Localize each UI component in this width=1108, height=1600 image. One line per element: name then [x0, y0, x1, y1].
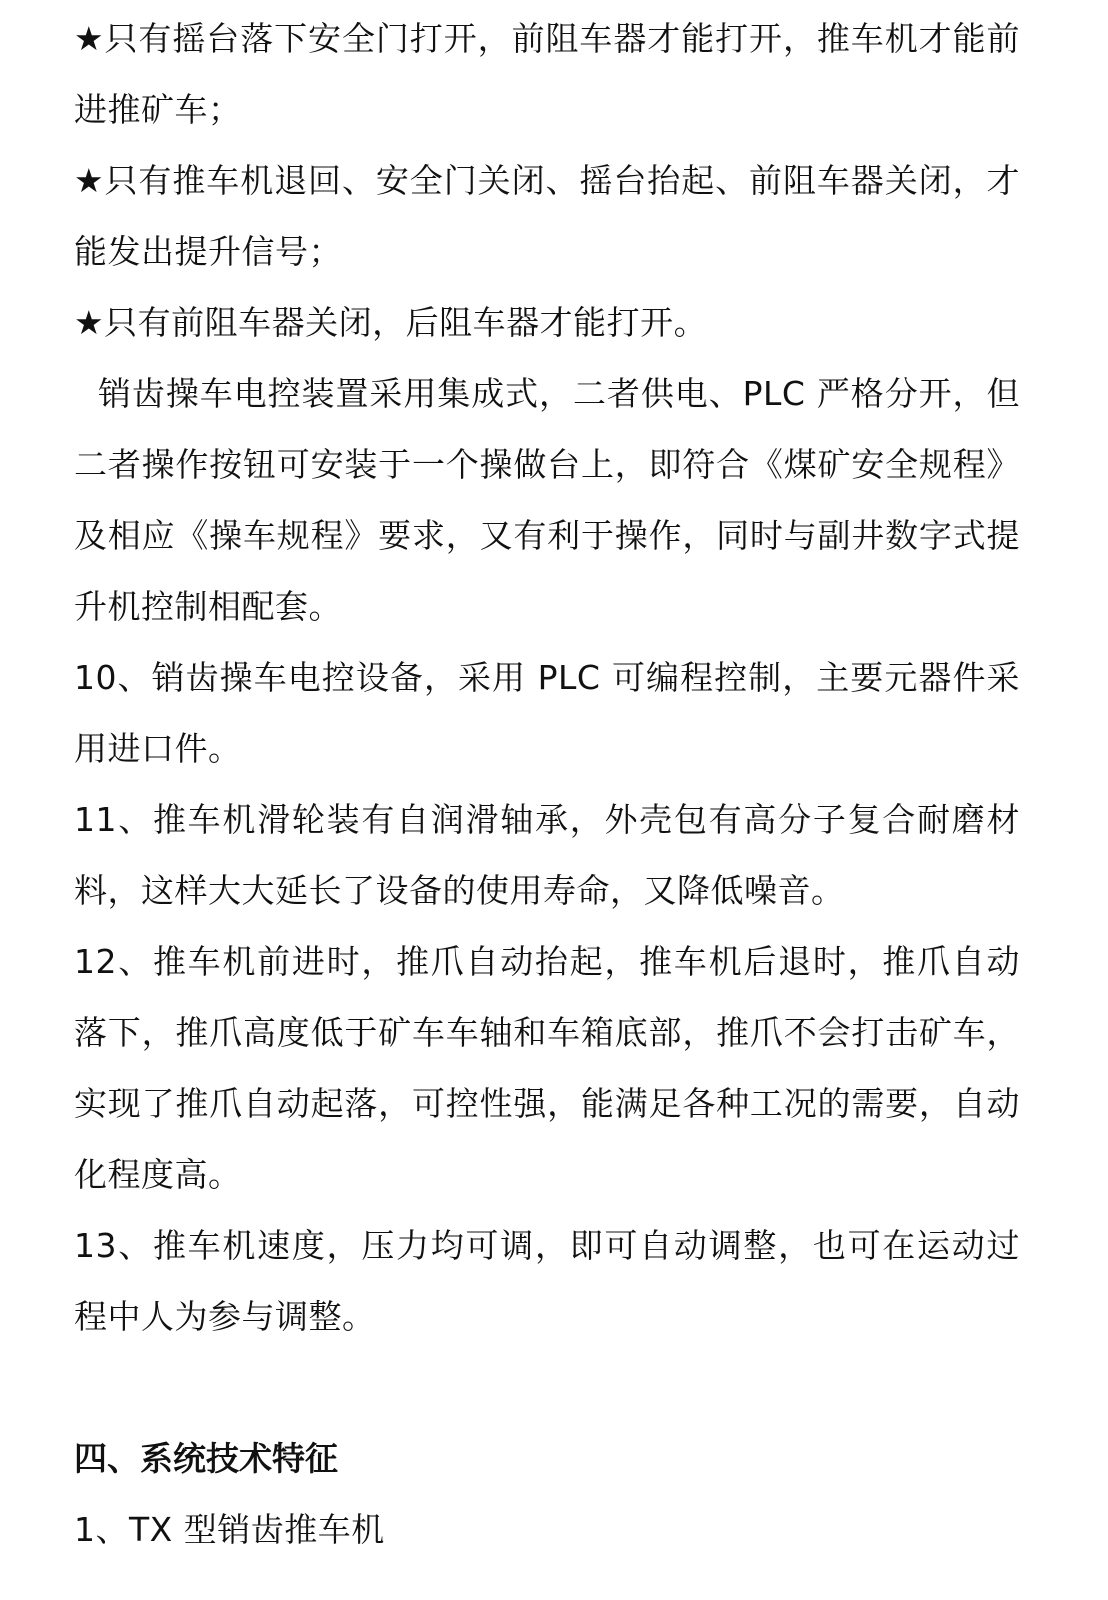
item-13-paragraph: 13、推车机速度，压力均可调，即可自动调整，也可在运动过程中人为参与调整。: [74, 1226, 1020, 1336]
interlock-rule-3: ★只有前阻车器关闭，后阻车器才能打开。: [74, 303, 708, 342]
blank-line: [74, 1352, 1020, 1423]
control-device-paragraph: 销齿操车电控装置采用集成式，二者供电、PLC 严格分开，但二者操作按钮可安装于一个操做台上，即符合《煤矿安全规程》及相应《操车规程》要求，又有利于操作，同时与副井数字式提升机控制相配套。: [74, 374, 1020, 626]
subsection-title: 1、TX 型销齿推车机: [74, 1510, 385, 1549]
interlock-rule-2: ★只有推车机退回、安全门关闭、摇台抬起、前阻车器关闭，才能发出提升信号；: [74, 161, 1020, 271]
section-heading: 四、系统技术特征: [74, 1439, 338, 1478]
interlock-rule-1: ★只有摇台落下安全门打开，前阻车器才能打开，推车机才能前进推矿车；: [74, 19, 1020, 129]
document-page: [74, 0, 1020, 1565]
item-11-paragraph: 11、推车机滑轮装有自润滑轴承，外壳包有高分子复合耐磨材料，这样大大延长了设备的使用寿命，又降低噪音。: [74, 800, 1020, 910]
item-10-paragraph: 10、销齿操车电控设备，采用 PLC 可编程控制，主要元器件采用进口件。: [74, 658, 1020, 768]
item-12-paragraph: 12、推车机前进时，推爪自动抬起，推车机后退时，推爪自动落下，推爪高度低于矿车车轴和车箱底部，推爪不会打击矿车，实现了推爪自动起落，可控性强，能满足各种工况的需要，自动化程度高。: [74, 942, 1020, 1194]
